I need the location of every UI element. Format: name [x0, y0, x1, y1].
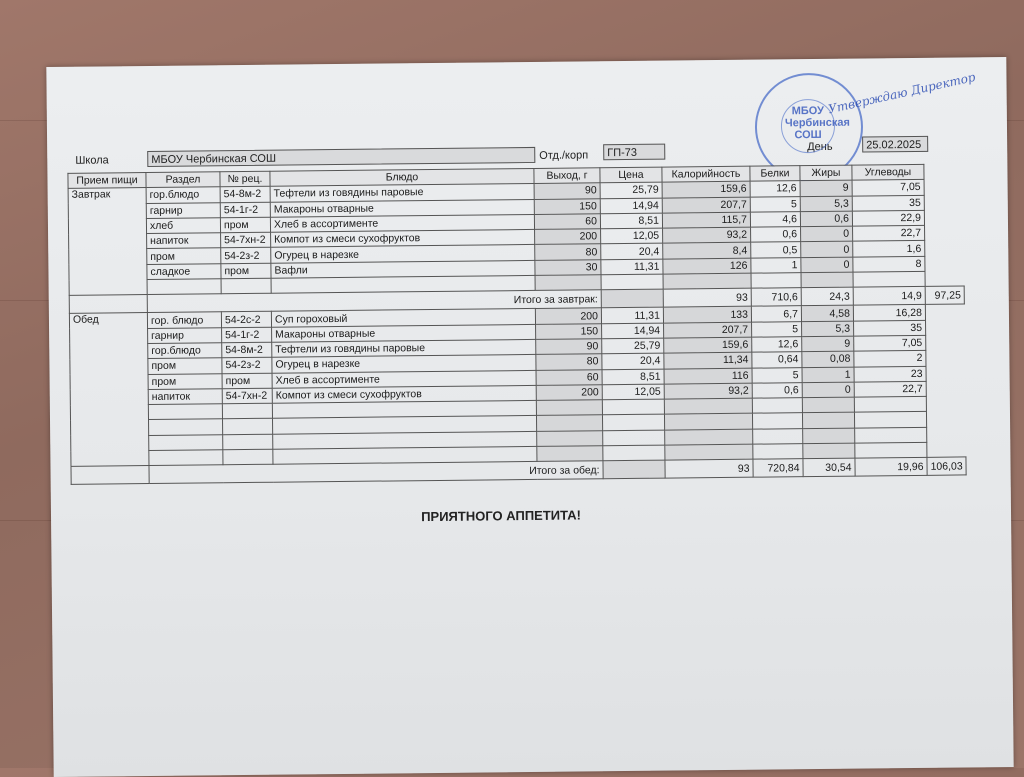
cell-price [603, 445, 665, 461]
total-price: 93 [665, 460, 753, 479]
cell-section: гор.блюдо [146, 187, 220, 203]
breakfast-section [68, 179, 964, 313]
col-header: Углеводы [852, 164, 924, 180]
cell-section: пром [148, 373, 222, 389]
cell-fat: 5,3 [802, 321, 854, 337]
cell-out [537, 446, 603, 462]
cell-kcal [664, 398, 752, 414]
cell-carb: 7,05 [852, 180, 924, 196]
cell-carb: 35 [854, 320, 926, 336]
cell-fat: 4,58 [801, 305, 853, 321]
cell-prot: 6,7 [751, 306, 801, 322]
cell-out: 80 [535, 244, 601, 260]
cell-prot: 1 [751, 257, 801, 273]
cell-section: напиток [148, 389, 222, 405]
cell-rec: пром [221, 263, 271, 279]
cell-price: 11,31 [601, 259, 663, 275]
cell-prot [751, 273, 801, 289]
cell-price [603, 430, 665, 446]
cell-carb: 35 [852, 195, 924, 211]
col-header: Цена [600, 167, 662, 183]
cell-carb: 16,28 [853, 305, 925, 321]
cell-price [601, 274, 663, 290]
cell-kcal: 93,2 [663, 227, 751, 243]
cell-prot [753, 444, 803, 460]
cell-price [602, 399, 664, 415]
cell-kcal: 126 [663, 258, 751, 274]
total-out-cell [603, 460, 665, 479]
cell-carb: 7,05 [854, 335, 926, 351]
cell-fat [801, 272, 853, 288]
cell-section: сладкое [147, 264, 221, 280]
total-blank-cell [69, 295, 147, 314]
cell-out [537, 430, 603, 446]
cell-fat: 5,3 [800, 196, 852, 212]
cell-dish: Вафли [271, 260, 535, 278]
cell-rec: 54-1г-2 [220, 202, 270, 218]
cell-dish: Компот из смеси сухофруктов [272, 385, 536, 403]
cell-out: 30 [535, 260, 601, 276]
cell-kcal: 11,34 [664, 352, 752, 368]
cell-section: гарнир [148, 327, 222, 343]
day-label: День [807, 140, 833, 154]
cell-rec: 54-8м-2 [220, 187, 270, 203]
total-kcal: 710,6 [751, 288, 801, 307]
cell-kcal: 8,4 [663, 243, 751, 259]
total-blank-cell [71, 466, 149, 485]
cell-out: 90 [534, 183, 600, 199]
cell-dish: Огурец в нарезке [272, 355, 536, 373]
cell-fat: 0 [802, 382, 854, 398]
cell-rec [221, 278, 271, 294]
cell-price: 8,51 [602, 369, 664, 385]
closing-message: ПРИЯТНОГО АППЕТИТА! [421, 507, 581, 525]
col-header: Выход, г [534, 168, 600, 184]
cell-dish: Макароны отварные [272, 324, 536, 342]
cell-price: 25,79 [602, 338, 664, 354]
cell-fat: 9 [802, 336, 854, 352]
cell-kcal: 159,6 [664, 337, 752, 353]
cell-fat: 0,6 [800, 211, 852, 227]
cell-prot: 5 [752, 367, 802, 383]
col-header: Белки [750, 166, 800, 182]
cell-section [149, 434, 223, 450]
total-carb: 97,25 [925, 286, 964, 304]
cell-kcal [665, 429, 753, 445]
cell-prot: 4,6 [750, 212, 800, 228]
cell-fat: 0 [801, 226, 853, 242]
cell-section: пром [148, 358, 222, 374]
cell-carb [854, 412, 926, 428]
cell-prot: 5 [752, 321, 802, 337]
cell-fat [802, 413, 854, 429]
cell-carb: 22,7 [853, 226, 925, 242]
cell-rec: пром [222, 373, 272, 389]
cell-rec: 54-7хн-2 [221, 232, 271, 248]
cell-out: 200 [535, 229, 601, 245]
menu-table [67, 163, 966, 485]
cell-prot: 12,6 [752, 337, 802, 353]
cell-out [535, 275, 601, 291]
cell-kcal: 133 [663, 307, 751, 323]
cell-price: 20,4 [601, 244, 663, 260]
cell-price: 12,05 [602, 384, 664, 400]
cell-prot: 0,6 [752, 383, 802, 399]
cell-section: гор.блюдо [148, 343, 222, 359]
cell-price: 8,51 [600, 213, 662, 229]
cell-section: напиток [147, 233, 221, 249]
cell-rec [222, 403, 272, 419]
cell-rec: 54-2с-2 [221, 312, 271, 328]
cell-rec: 54-8м-2 [222, 342, 272, 358]
cell-out: 80 [536, 354, 602, 370]
col-header: Блюдо [270, 168, 534, 186]
cell-section [148, 404, 222, 420]
cell-fat [803, 428, 855, 444]
cell-out: 60 [536, 369, 602, 385]
cell-prot: 12,6 [750, 181, 800, 197]
cell-dish: Суп гороховый [271, 309, 535, 327]
cell-carb: 1,6 [853, 241, 925, 257]
cell-out: 90 [536, 339, 602, 355]
total-fat: 14,9 [853, 287, 925, 306]
total-fat: 19,96 [855, 458, 927, 477]
total-carb: 106,03 [927, 457, 966, 475]
cell-carb: 2 [854, 351, 926, 367]
seal-stamp-text: МБОУ Чербинская СОШ [784, 104, 850, 142]
cell-dish: Компот из смеси сухофруктов [271, 230, 535, 248]
signature: Утверждаю Директор [826, 69, 977, 117]
cell-carb: 23 [854, 366, 926, 382]
school-name-field: МБОУ Чербинская СОШ [147, 147, 535, 167]
cell-kcal [664, 414, 752, 430]
cell-dish: Тефтели из говядины паровые [272, 339, 536, 357]
cell-prot: 0,64 [752, 352, 802, 368]
total-label: Итого за завтрак: [147, 290, 601, 313]
cell-kcal: 207,7 [662, 197, 750, 213]
cell-fat: 0 [801, 242, 853, 258]
cell-kcal: 116 [664, 368, 752, 384]
total-prot: 30,54 [803, 458, 855, 477]
cell-rec: 54-7хн-2 [222, 388, 272, 404]
total-label: Итого за обед: [149, 461, 603, 484]
cell-rec: 54-2з-2 [222, 357, 272, 373]
cell-section: пром [147, 248, 221, 264]
cell-dish: Огурец в нарезке [271, 245, 535, 263]
cell-rec: 54-1г-2 [222, 327, 272, 343]
cell-price: 11,31 [601, 307, 663, 323]
cell-section [149, 450, 223, 466]
cell-section: гарнир [146, 202, 220, 218]
total-price: 93 [663, 289, 751, 308]
day-field: 25.02.2025 [862, 136, 928, 153]
total-out-cell [601, 289, 663, 308]
col-header: Прием пищи [68, 173, 146, 189]
cell-fat: 0 [801, 257, 853, 273]
cell-out: 150 [534, 198, 600, 214]
cell-fat [803, 443, 855, 459]
cell-section: хлеб [146, 218, 220, 234]
cell-out [536, 415, 602, 431]
cell-dish: Макароны отварные [270, 199, 534, 217]
cell-section [147, 279, 221, 295]
cell-kcal: 159,6 [662, 181, 750, 197]
cell-prot [753, 428, 803, 444]
cell-kcal: 115,7 [662, 212, 750, 228]
cell-kcal: 207,7 [664, 322, 752, 338]
cell-rec: пром [220, 217, 270, 233]
cell-fat: 9 [800, 180, 852, 196]
cell-prot [752, 398, 802, 414]
cell-prot: 0,5 [751, 242, 801, 258]
cell-price: 14,94 [602, 323, 664, 339]
lunch-section [69, 304, 966, 484]
dept-label: Отд./корп [539, 149, 589, 162]
cell-carb [855, 442, 927, 458]
cell-out: 60 [534, 214, 600, 230]
cell-kcal [665, 444, 753, 460]
dept-field: ГП-73 [603, 144, 665, 161]
cell-carb: 22,9 [852, 210, 924, 226]
cell-price [602, 415, 664, 431]
cell-dish: Хлеб в ассортименте [272, 370, 536, 388]
cell-out: 200 [536, 385, 602, 401]
cell-rec [223, 419, 273, 435]
menu-sheet [46, 57, 1013, 777]
cell-carb: 22,7 [854, 381, 926, 397]
cell-carb [853, 271, 925, 287]
cell-out [536, 400, 602, 416]
total-kcal: 720,84 [753, 459, 803, 478]
cell-price: 20,4 [602, 353, 664, 369]
col-header: № рец. [220, 171, 270, 187]
col-header: Калорийность [662, 166, 750, 182]
cell-carb [855, 427, 927, 443]
cell-kcal [663, 273, 751, 289]
cell-dish: Хлеб в ассортименте [270, 214, 534, 232]
cell-carb: 8 [853, 256, 925, 272]
meal-name-cell: Завтрак [68, 188, 147, 296]
col-header: Раздел [146, 172, 220, 188]
cell-rec [223, 434, 273, 450]
cell-price: 25,79 [600, 182, 662, 198]
cell-price: 12,05 [601, 228, 663, 244]
cell-out: 200 [535, 308, 601, 324]
cell-fat: 1 [802, 367, 854, 383]
col-header: Жиры [800, 165, 852, 181]
cell-rec [223, 449, 273, 465]
cell-out: 150 [536, 323, 602, 339]
cell-section: гор. блюдо [147, 312, 221, 328]
cell-section [149, 419, 223, 435]
cell-rec: 54-2з-2 [221, 248, 271, 264]
cell-fat: 0,08 [802, 351, 854, 367]
cell-carb [854, 397, 926, 413]
cell-prot: 5 [750, 196, 800, 212]
cell-prot: 0,6 [751, 227, 801, 243]
meal-name-cell: Обед [69, 313, 149, 467]
cell-fat [802, 397, 854, 413]
school-label: Школа [75, 154, 109, 167]
cell-kcal: 93,2 [664, 383, 752, 399]
cell-price: 14,94 [600, 198, 662, 214]
cell-prot [752, 413, 802, 429]
total-prot: 24,3 [801, 287, 853, 306]
cell-dish: Тефтели из говядины паровые [270, 184, 534, 202]
